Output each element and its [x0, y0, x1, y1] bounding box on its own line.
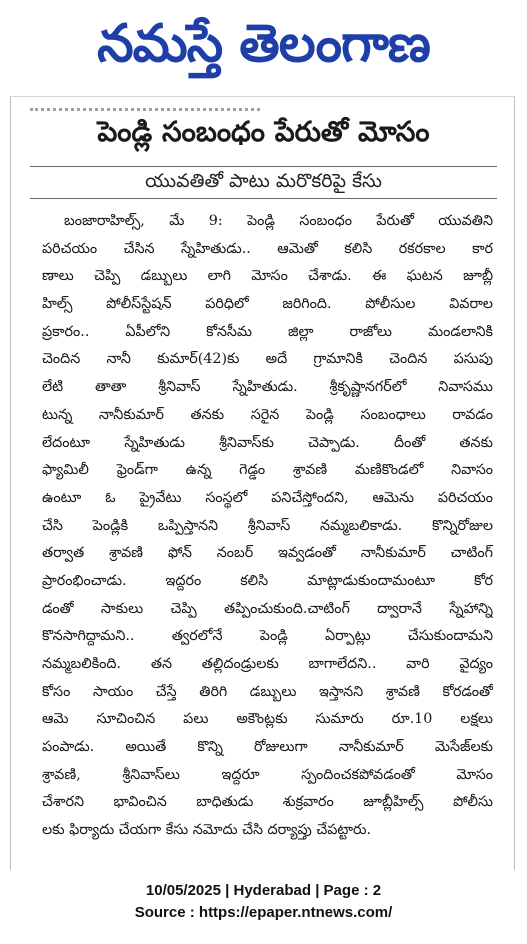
article-line: పరిచయం చేసిన స్నేహితుడు.. ఆమెతో కలిసి రకరకాల కార — [42, 240, 493, 257]
article-line: డంతో సాకులు చెప్పి తప్పించుకుంది.చాటింగ్ ద్వారానే స్నేహాన్ని — [42, 600, 493, 617]
masthead-logo: నమస్తే తెలంగాణ — [97, 14, 430, 74]
article-line: ఉంటూ ఓ ప్రైవేటు సంస్థలో పనిచేస్తోందని, ఆమెను పరిచయం — [42, 489, 493, 506]
article-line: పంపాడు. అయితే కొన్ని రోజులుగా నానీకుమార్ మెసేజ్‌లకు — [42, 739, 493, 756]
article-line: లకు ఫిర్యాదు చేయగా కేసు నమోదు చేసి దర్యాప్తు చేపట్టారు. — [42, 822, 371, 839]
article-line: చేశారని భావించిన బాధితుడు శుక్రవారం జూబ్లీహిల్స్ పోలీసు — [42, 794, 493, 811]
article-line: ప్రారంభించాడు. ఇద్దరం కలిసి మాట్లాడుకుందామంటూ కోర — [42, 572, 493, 589]
newspaper-masthead — [0, 0, 527, 88]
article-line: టున్న నానీకుమార్ తనకు సరైన పెండ్లి సంబంధాలు రావడం — [42, 406, 493, 423]
article-line: లేదంటూ స్నేహితుడు శ్రీనివాస్‌కు చెప్పాడు. దీంతో తనకు — [42, 434, 493, 451]
subhead-bottom-rule — [30, 198, 497, 199]
article-line: కోసం సాయం చేస్తే తిరిగి డబ్బులు ఇస్తానని శ్రావణి కోరడంతో — [42, 683, 493, 700]
article-line: నమ్మబలికింది. తన తల్లిదండ్రులకు బాగాలేదని.. వారి వైద్యం — [42, 656, 493, 672]
article-headline: పెండ్లి సంబంధం పేరుతో మోసం — [97, 115, 430, 148]
previous-article-remnant — [30, 100, 260, 111]
article-subheadline: యువతితో పాటు మరొకరిపై కేసు — [145, 169, 382, 192]
article-line: ణాలు చెప్పి డబ్బులు లాగి మోసం చేశాడు. ఈ ఘటన జూబ్లీ — [42, 268, 493, 285]
article-line: లేటి తాతా శ్రీనివాస్ స్నేహితుడు. శ్రీకృష్ణానగర్‌లో నివాసము — [42, 379, 493, 396]
subheadline-box — [100, 168, 427, 198]
footer-source: Source : https://epaper.ntnews.com/ — [134, 904, 393, 921]
footer-dateline: 10/05/2025 | Hyderabad | Page : 2 — [145, 882, 382, 899]
article-line: ఆమె సూచించిన పలు అకౌంట్లకు సుమారు రూ.10 లక్షలు — [42, 711, 493, 728]
article-line: చెందిన నానీ కుమార్(42)కు అదే గ్రామానికి చెందిన పసుపు — [42, 351, 493, 368]
subhead-top-rule — [30, 166, 497, 167]
article-line: శ్రావణి, శ్రీనివాస్‌లు ఇద్దరూ స్పందించకపోవడంతో మోసం — [42, 766, 493, 783]
article-line: కొనసాగిద్దామని.. త్వరలోనే పెండ్లి ఏర్పాట్లు చేసుకుందామని — [42, 628, 493, 645]
article-body — [42, 208, 493, 845]
article-line: బంజారాహిల్స్, మే 9: పెండ్లి సంబంధం పేరుతో యువతిని — [64, 213, 493, 229]
article-line: చేసి పెండ్లికి ఒప్పిస్తానని శ్రీనివాస్ నమ్మబలికాడు. కొన్నిరోజుల — [42, 517, 493, 534]
article-line: తర్వాత శ్రావణి ఫోన్ నంబర్ ఇవ్వడంతో నానీకుమార్ చాటింగ్ — [42, 545, 493, 562]
article-line: ప్రకారం.. ఏపీలోని కోనసీమ జిల్లా రాజోలు మండలానికి — [42, 323, 493, 340]
article-line: ఫ్యామిలీ ఫ్రెండ్‌గా ఉన్న గెడ్డం శ్రావణి మణికొండలో నివాసం — [42, 462, 493, 479]
article-line: హిల్స్ పోలీస్‌స్టేషన్ పరిధిలో జరిగింది. పోలీసుల వివరాల — [42, 296, 493, 313]
